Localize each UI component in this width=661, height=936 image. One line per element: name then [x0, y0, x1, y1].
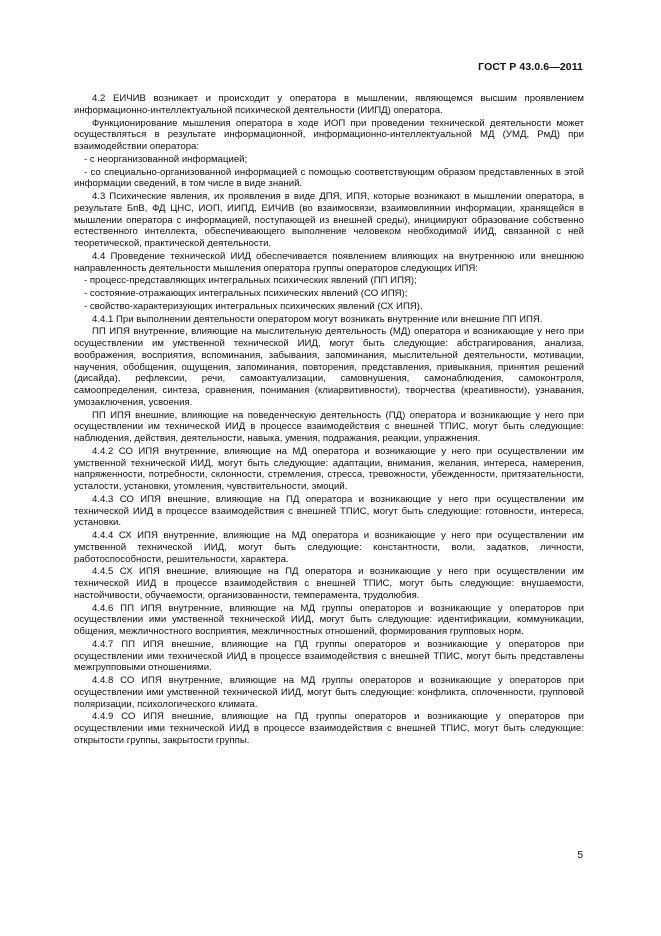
paragraph-4-4-9: 4.4.9 СО ИПЯ внешние, влияющие на ПД группы операторов и возникающие у операторов при осуществлении ими технической ИИД в процессе взаимодействия с внешней ТПИС, могут быть следующие: открытости группы, закрытости группы.: [74, 711, 584, 746]
paragraph-thinking-function: Функционирование мышления оператора в ходе ИОП при проведении технической деятельности может осуществляться в результате информационной, информационно-интеллектуальной МД (УМД, РмД) при взаимодействии оператора:: [74, 117, 584, 152]
paragraph-4-4-2: 4.4.2 СО ИПЯ внутренние, влияющие на МД оператора и возникающие у него при осуществлении им умственной технической ИИД, могут быть следующие: адаптации, внимания, желания, интереса, намерения, напряженности, потребности, склонности, стремления, стресса, тревожности, убежденности, притязательности, усталости, установки, утомления, чувствительности, эмоций.: [74, 445, 584, 492]
paragraph-4-4: 4.4 Проведение технической ИИД обеспечивается появлением влияющих на внутреннюю или внешнюю направленность деятельности мышления оператора группы операторов следующих ИПЯ:: [74, 250, 584, 274]
paragraph-4-4-1: 4.4.1 При выполнении деятельности оператором могут возникать внутренние или внешние ПП ИПЯ.: [92, 313, 543, 325]
paragraph-4-4-3: 4.4.3 СО ИПЯ внешние, влияющие на ПД оператора и возникающие у него при осуществлении им технической ИИД в процессе взаимодействия с внешней ТПИС, могут быть следующие: готовности, интереса, установки.: [74, 493, 584, 529]
document-header: ГОСТ Р 43.0.6—2011: [478, 61, 583, 73]
paragraph-4-4-6: 4.4.6 ПП ИПЯ внутренние, влияющие на МД группы операторов и возникающие у операторов при осуществлении ими умственной технической ИИД, могут быть следующие: идентификации, коммуникации, общения, межличностного восприятия, межличностных отношений, формирования групповых норм.: [74, 602, 584, 637]
list-item-sh-ipya: - свойство-характеризующих интегральных психических явлений (СХ ИПЯ).: [84, 300, 423, 312]
paragraph-4-2: 4.2 ЕИЧИВ возникает и происходит у оператора в мышлении, являющемся высшим проявлением информационно-интеллектуальной психической деятельности (ИИПД) оператора.: [74, 93, 584, 116]
paragraph-4-4-8: 4.4.8 СО ИПЯ внутренние, влияющие на МД группы операторов и возникающие у операторов при осуществлении ими умственной технической ИИД, могут быть следующие: конфликта, сплоченности, групповой поляризации, психологического климата.: [74, 675, 584, 710]
paragraph-4-4-4: 4.4.4 СХ ИПЯ внутренние, влияющие на МД оператора и возникающие у него при осуществлении им умственной технической ИИД, могут быть следующие: константности, воли, задатков, личности, работоспособности, решительности, характера.: [74, 530, 584, 565]
paragraph-4-4-5: 4.4.5 СХ ИПЯ внешние, влияющие на ПД оператора и возникающие у него при осуществлении им технической ИИД в процессе взаимодействия с внешней ТПИС, могут быть следующие: внушаемости, настойчивости, обучаемости, организованности, темперамента, трудолюбия.: [74, 566, 584, 601]
paragraph-4-4-7: 4.4.7 ПП ИПЯ внешние, влияющие на ПД группы операторов и возникающие у операторов при осуществлении ими технической ИИД в процессе взаимодействия с внешней ТПИС, могут быть представлены межгрупповыми отношениями.: [74, 638, 584, 674]
paragraph-4-3: 4.3 Психические явления, их проявления в виде ДПЯ, ИПЯ, которые возникают в мышлении оператора, в результате БпВ, ФД ЦНС, ИОП, ИИПД, ЕИЧИВ (во взаимосвязи, взаимовлиянии информации, хранящейся в мышлении оператора с информацией, поступающей из внешней среды), инициируют образование собственно естественного интеллекта, обеспечивающего выполнение человеком необходимой ИИД, связанной с ней теоретической, практической деятельности.: [74, 191, 584, 249]
list-item-organized: - со специально-организованной информацией с помощью соответствующим образом представленных в этой информации сведений, в том числе в виде знаний.: [74, 166, 584, 190]
paragraph-pp-internal: ПП ИПЯ внутренние, влияющие на мыслительную деятельность (МД) оператора и возникающие у него при осуществлении им умственной технической ИИД, могут быть следующие: абстрагирования, анализа, воображения, восприятия, вспоминания, забывания, запоминания, мыслительной деятельности, мотивации, научения, обобщения, ощущения, запоминания, повторения, представления, привыкания, принятия решений (дисайда), рефлексии, речи, самоактуализации, самовнушения, самонаблюдения, самоконтроля, самоопределения, синтеза, сравнения, понимания (клиарвитивности), творчества (креативности), узнавания, умозаключения, усвоения.: [74, 326, 584, 408]
list-item-pp-ipya: - процесс-представляющих интегральных психических явлений (ПП ИПЯ);: [84, 275, 417, 287]
document-body: [74, 93, 584, 748]
page-number: 5: [577, 850, 583, 861]
list-item-so-ipya: - состояние-отражающих интегральных психических явлений (СО ИПЯ);: [84, 288, 408, 299]
list-item-unorganized: - с неорганизованной информацией;: [84, 153, 248, 165]
paragraph-pp-external: ПП ИПЯ внешние, влияющие на поведенческую деятельность (ПД) оператора и возникающие у него при осуществлении им технической ИИД в процессе взаимодействия с внешней ТПИС, могут быть следующие: наблюдения, действия, деятельности, навыка, умения, подражания, реакции, упражнения.: [74, 409, 584, 444]
